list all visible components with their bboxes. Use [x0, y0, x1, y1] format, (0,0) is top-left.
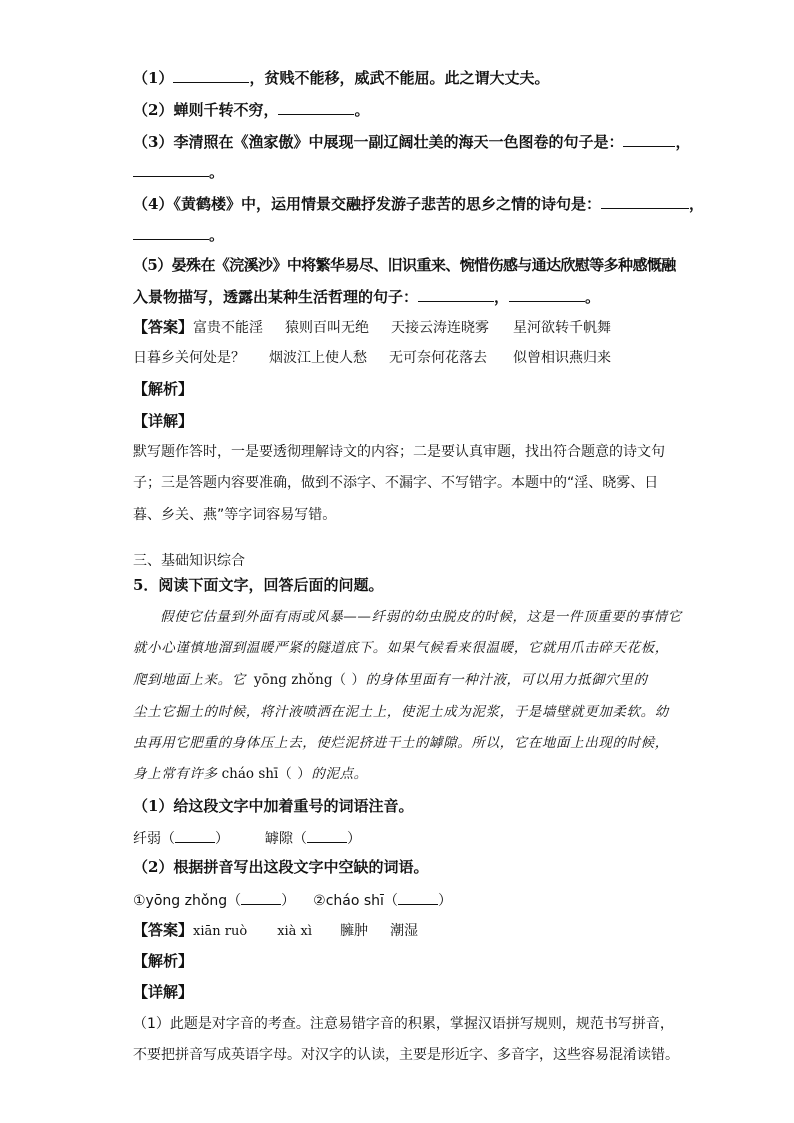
- word-blank-2[interactable]: [398, 889, 438, 905]
- q5-sub-1: （1）给这段文字中加着重号的词语注音。: [133, 797, 414, 815]
- q4-item-4: （4）《黄鹤楼》中，运用情景交融抒发游子悲苦的思乡之情的诗句是： ，: [133, 195, 704, 213]
- q4-item-4-cont: 。: [133, 224, 224, 245]
- q5-analysis-label: 【解析】: [133, 952, 194, 970]
- q4-detail-label: 【详解】: [133, 412, 194, 430]
- passage-line-3: 爬到地面上来。它 yōng zhǒng（ ）的身体里面有一种汁液，可以用力抵御穴里的: [133, 672, 648, 688]
- q5-sub-2: （2）根据拼音写出这段文字中空缺的词语。: [133, 858, 429, 876]
- passage-line-5: 虫再用它肥重的身体压上去，使烂泥挤进干土的罅隙。所以，它在地面上出现的时候，: [133, 735, 669, 751]
- answer-blank[interactable]: [509, 286, 585, 302]
- q4-answers-row-1: 【答案】富贵不能淫 猿则百叫无绝 天接云涛连晓雾 星河欲转千帆舞: [133, 318, 612, 336]
- q4-item-2: （2）蝉则千转不穷， 。: [133, 101, 370, 119]
- q4-item-5: （5）晏殊在《浣溪沙》中将繁华易尽、旧识重来、惋惜伤感与通达欣慰等多种感慨融: [133, 256, 676, 274]
- q4-detail-line-1: 默写题作答时，一是要透彻理解诗文的内容；二是要认真审题，找出符合题意的诗文句: [133, 444, 665, 460]
- word-blank-1[interactable]: [241, 889, 281, 905]
- pinyin-blank-2[interactable]: [307, 827, 347, 843]
- q5-sub-2-fields: ①yōng zhǒng（ ） ②cháo shī（ ）: [133, 889, 452, 911]
- q5-detail-line-1: （1）此题是对字音的考查。注意易错字音的积累，掌握汉语拼写规则，规范书写拼音，: [133, 1016, 674, 1032]
- answer-blank[interactable]: [133, 161, 209, 177]
- q5-answers: 【答案】xiān ruò xià xì 臃肿 潮湿: [133, 921, 419, 939]
- q5-detail-label: 【详解】: [133, 983, 194, 1001]
- q4-answers-row-2: 日暮乡关何处是？ 烟波江上使人愁 无可奈何花落去 似曾相识燕归来: [133, 350, 611, 366]
- q4-analysis-label: 【解析】: [133, 380, 194, 398]
- passage-line-2: 就小心谨慎地溜到温暖严紧的隧道底下。如果气候看来很温暖，它就用爪击碎天花板，: [133, 640, 669, 656]
- passage-line-1: 假使它估量到外面有雨或风暴——纤弱的幼虫脱皮的时候，这是一件顶重要的事情它: [160, 609, 682, 625]
- answer-blank[interactable]: [173, 67, 249, 83]
- answer-blank[interactable]: [418, 286, 494, 302]
- q4-item-3: （3）李清照在《渔家傲》中展现一副辽阔壮美的海天一色图卷的句子是： ，: [133, 133, 691, 151]
- q4-detail-line-3: 暮、乡关、燕”等字词容易写错。: [133, 507, 337, 523]
- answer-blank[interactable]: [133, 224, 209, 240]
- q5-detail-line-2: 不要把拼音写成英语字母。对汉字的认读，主要是形近字、多音字，这些容易混淆读错。: [133, 1047, 679, 1063]
- answer-blank[interactable]: [278, 99, 354, 115]
- q5-title: 5．阅读下面文字，回答后面的问题。: [133, 576, 384, 594]
- answer-blank[interactable]: [623, 131, 675, 147]
- passage-line-4: 尘土它掘土的时候，将汁液喷洒在泥土上，使泥土成为泥浆，于是墙壁就更加柔软。幼: [133, 704, 669, 720]
- answer-blank[interactable]: [601, 193, 689, 209]
- passage-line-6: 身上常有许多 cháo shī（ ）的泥点。: [133, 766, 368, 782]
- q4-item-5-cont: 入景物描写，透露出某种生活哲理的句子： ， 。: [133, 288, 601, 306]
- pinyin-blank-1[interactable]: [175, 827, 215, 843]
- section-title: 三、基础知识综合: [133, 553, 245, 569]
- q4-detail-line-2: 子；三是答题内容要准确，做到不添字、不漏字、不写错字。本题中的“淫、晓雾、日: [133, 475, 659, 491]
- q4-item-1: （1） ，贫贱不能移，威武不能屈。此之谓大丈夫。: [133, 69, 550, 87]
- q5-sub-1-fields: 纤弱（ ） 罅隙（ ）: [133, 827, 361, 849]
- q4-item-3-cont: 。: [133, 161, 224, 182]
